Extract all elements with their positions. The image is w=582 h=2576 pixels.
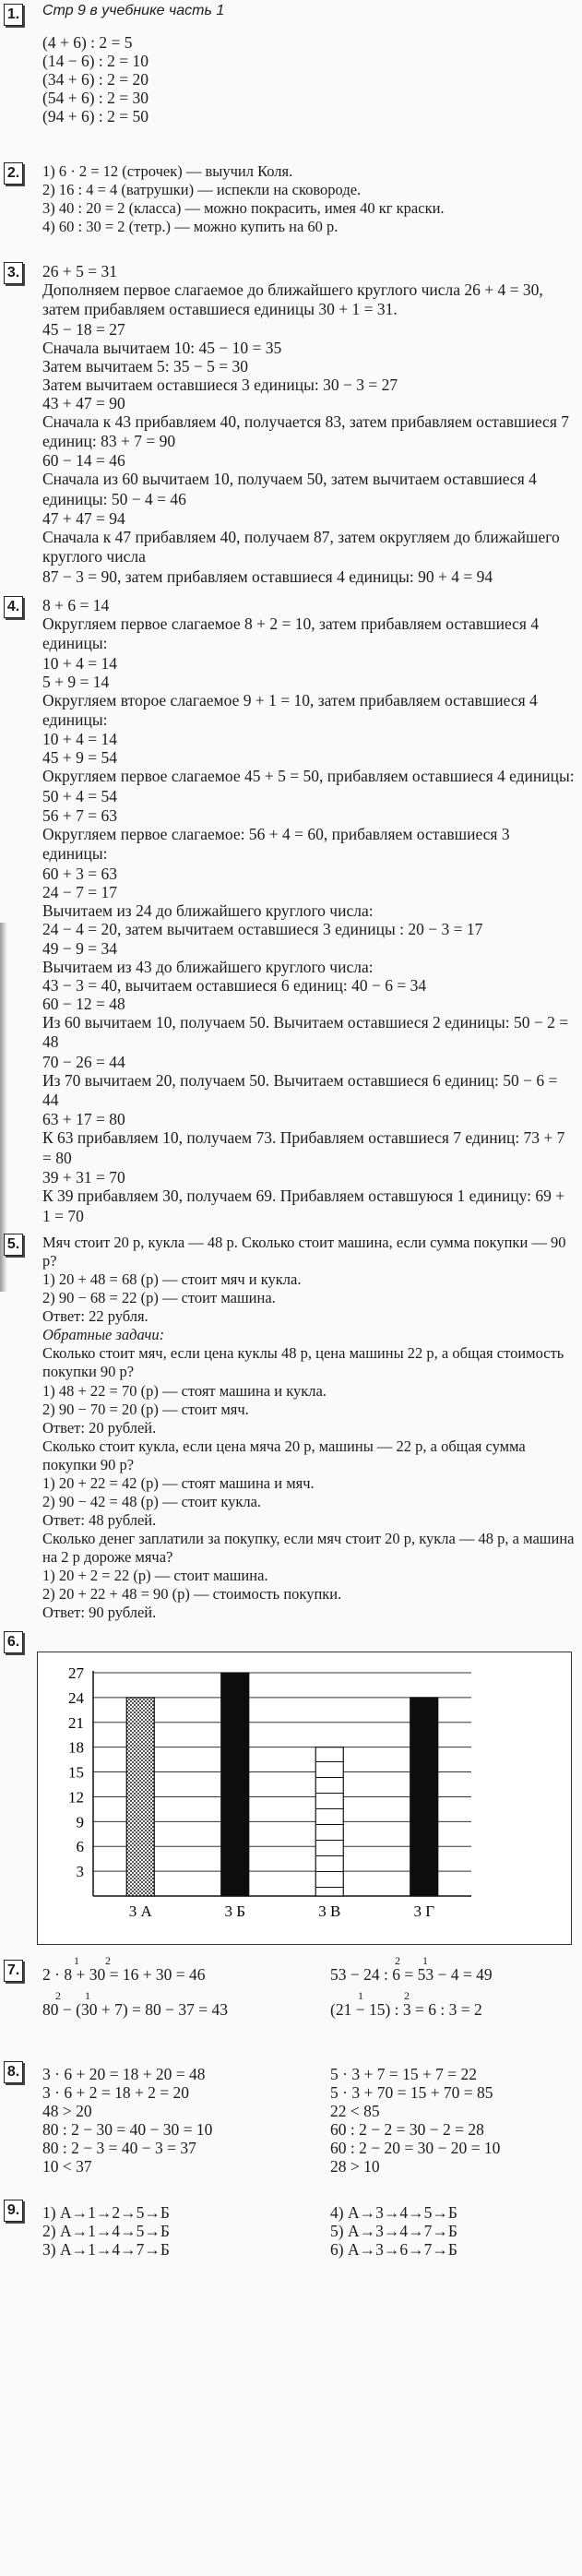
equation: 56 + 7 = 63 (42, 806, 117, 826)
explanation: Округляем первое слагаемое: 56 + 4 = 60, прибавляем оставшиеся 3 единицы: (42, 825, 510, 864)
y-tick-label: 12 (68, 1788, 84, 1807)
solution-step: 1) 20 + 2 = 22 (р) — стоит машина. (42, 1567, 268, 1584)
problem: Сколько стоит мяч, если цена куклы 48 р, цена машины 22 р, а общая стоимость покупки 90 р? (42, 1344, 564, 1381)
explanation: Округляем первое слагаемое 45 + 5 = 50, прибавляем оставшиеся 4 единицы: 50 + 4 = 54 (42, 767, 575, 805)
order-mark: 1 (74, 1954, 79, 1967)
explanation: Вычитаем из 24 до ближайшего круглого числа: (42, 900, 374, 920)
equation: 60 : 2 − 20 = 30 − 20 = 10 (330, 2139, 501, 2157)
explanation: Из 60 вычитаем 10, получаем 50. Вычитаем оставшиеся 2 единицы: 50 − 2 = 48 (42, 1013, 569, 1052)
chart-canvas (38, 1652, 571, 1944)
answer-line: 2) 16 : 4 = 4 (ватрушки) — испекли на сковороде. (42, 181, 362, 198)
explanation: Сначала к 47 прибавляем 40, получаем 87, затем округляем до ближайшего круглого числа (42, 528, 560, 566)
answer: Ответ: 22 рубля. (42, 1307, 148, 1326)
route: 4) А→3→4→5→Б (330, 2203, 457, 2222)
equation: 5 · 3 + 7 = 15 + 7 = 22 (330, 2065, 478, 2083)
y-tick-label: 27 (68, 1664, 84, 1682)
equation: 45 − 18 = 27 (42, 319, 125, 339)
equation: 60 + 3 = 63 (42, 864, 117, 883)
order-mark: 2 (404, 1989, 410, 2002)
x-tick-label: 3 Г (413, 1902, 435, 1920)
equation: 43 + 47 = 90 (42, 393, 125, 412)
equation: 8 + 6 = 14 (42, 596, 110, 614)
task-number: 9. (4, 2200, 23, 2222)
subheading: Обратные задачи: (42, 1326, 165, 1344)
explanation: Сначала к 43 прибавляем 40, получается 83, затем прибавляем оставшиеся 7 единиц: 83 + 7 = 90 (42, 411, 569, 451)
equation: (21 − 15) : 3 = 6 : 3 = 2 (330, 2000, 482, 2019)
equation: 47 + 47 = 94 (42, 509, 125, 529)
task-number: 5. (4, 1234, 23, 1256)
equation: 24 − 7 = 17 (42, 882, 117, 901)
equation: (14 − 6) : 2 = 10 (42, 52, 149, 70)
equation: 60 − 12 = 48 (42, 995, 125, 1014)
explanation: Дополняем первое слагаемое до ближайшего круглого числа 26 + 4 = 30, затем прибавляем оставшиеся единицы 30 + 1 = 31. (42, 280, 543, 319)
task-number: 1. (4, 4, 23, 26)
problem: Мяч стоит 20 р, кукла — 48 р. Сколько стоит машина, если сумма покупки — 90 р? (42, 1234, 566, 1270)
task-number: 6. (4, 1631, 23, 1653)
equation: 60 − 14 = 46 (42, 451, 125, 471)
equation: 63 + 17 = 80 (42, 1110, 125, 1129)
answer-line: 1) 6 · 2 = 12 (строчек) — выучил Коля. (42, 162, 293, 180)
solution-step: 2) 20 + 22 + 48 = 90 (р) — стоимость покупки. (42, 1585, 342, 1603)
answer: Ответ: 90 рублей. (42, 1604, 157, 1621)
y-tick-label: 18 (68, 1738, 84, 1757)
equation: 60 : 2 − 2 = 30 − 2 = 28 (330, 2120, 484, 2139)
route: 2) А→1→4→5→Б (42, 2222, 170, 2240)
y-tick-label: 15 (68, 1763, 84, 1782)
answer: Ответ: 20 рублей. (42, 1418, 157, 1437)
solution-step: 2) 90 − 70 = 20 (р) — стоит мяч. (42, 1400, 249, 1418)
equation: 49 − 9 = 34 (42, 939, 117, 959)
equation: (34 + 6) : 2 = 20 (42, 70, 149, 89)
equation: 5 · 3 + 70 = 15 + 70 = 85 (330, 2083, 493, 2102)
equation: (94 + 6) : 2 = 50 (42, 107, 149, 125)
equation: 70 − 26 = 44 (42, 1052, 125, 1071)
order-mark: 1 (422, 1954, 428, 1967)
explanation: Сначала вычитаем 10: 45 − 10 = 35 (42, 338, 282, 357)
solution-step: 1) 20 + 22 = 42 (р) — стоят машина и мяч. (42, 1473, 315, 1492)
equation: 10 + 4 = 14 (42, 730, 117, 749)
comparison: 28 > 10 (330, 2157, 380, 2176)
equation: 53 − 24 : 6 = 53 − 4 = 49 (330, 1965, 493, 1984)
bar (410, 1698, 438, 1896)
route: 3) А→1→4→7→Б (42, 2240, 170, 2259)
page-header: Стр 9 в учебнике часть 1 (42, 3, 225, 18)
explanation: Затем вычитаем оставшиеся 3 единицы: 30 − 3 = 27 (42, 375, 398, 394)
equation: 26 + 5 = 31 (42, 262, 117, 280)
order-mark: 1 (358, 1989, 363, 2002)
equation: 45 + 9 = 54 (42, 748, 117, 768)
order-mark: 2 (105, 1954, 111, 1967)
equation: 80 − (30 + 7) = 80 − 37 = 43 (42, 2000, 229, 2019)
y-tick-label: 3 (76, 1863, 84, 1881)
explanation: Округляем первое слагаемое 8 + 2 = 10, затем прибавляем оставшиеся 4 единицы: (42, 614, 540, 653)
bar (315, 1747, 343, 1896)
answer-line: 4) 60 : 30 = 2 (тетр.) — можно купить на 60 р. (42, 218, 339, 235)
equation: 80 : 2 − 3 = 40 − 3 = 37 (42, 2139, 196, 2157)
route: 6) А→3→6→7→Б (330, 2240, 457, 2259)
bar-chart (37, 1652, 572, 1945)
order-mark: 2 (395, 1954, 400, 1967)
equation: 80 : 2 − 30 = 40 − 30 = 10 (42, 2120, 213, 2139)
solution-step: 1) 20 + 48 = 68 (р) — стоит мяч и кукла. (42, 1270, 302, 1289)
y-tick-label: 9 (76, 1813, 84, 1831)
equation: (54 + 6) : 2 = 30 (42, 89, 149, 107)
explanation: К 63 прибавляем 10, получаем 73. Прибавляем оставшиеся 7 единиц: 73 + 7 = 80 (42, 1128, 565, 1167)
equation: 3 · 6 + 20 = 18 + 20 = 48 (42, 2065, 206, 2083)
explanation: Затем вычитаем 5: 35 − 5 = 30 (42, 356, 248, 376)
explanation: К 39 прибавляем 30, получаем 69. Прибавляем оставшуюся 1 единицу: 69 + 1 = 70 (42, 1187, 565, 1225)
task-number: 8. (4, 2061, 23, 2083)
equation: 39 + 31 = 70 (42, 1168, 125, 1187)
route: 1) А→1→2→5→Б (42, 2203, 170, 2222)
y-tick-label: 21 (68, 1713, 84, 1732)
answer-line: 3) 40 : 20 = 2 (класса) — можно покрасить, имея 40 кг краски. (42, 199, 445, 217)
x-tick-label: 3 Б (224, 1902, 246, 1920)
task-number: 3. (4, 262, 23, 284)
problem: Сколько стоит кукла, если цена мяча 20 р, машины — 22 р, а общая сумма покупки 90 р? (42, 1437, 526, 1473)
equation: 5 + 9 = 14 (42, 672, 110, 691)
route: 5) А→3→4→7→Б (330, 2222, 457, 2240)
equation: 2 · 8 + 30 = 16 + 30 = 46 (42, 1965, 206, 1984)
equation: (4 + 6) : 2 = 5 (42, 33, 133, 52)
answer: Ответ: 48 рублей. (42, 1510, 157, 1529)
solution-step: 2) 90 − 42 = 48 (р) — стоит кукла. (42, 1492, 262, 1510)
comparison: 10 < 37 (42, 2157, 92, 2176)
explanation: 87 − 3 = 90, затем прибавляем оставшиеся 4 единицы: 90 + 4 = 94 (42, 566, 493, 586)
task-number: 4. (4, 596, 23, 618)
comparison: 48 > 20 (42, 2102, 92, 2120)
x-tick-label: 3 В (318, 1902, 341, 1920)
y-tick-label: 24 (68, 1688, 84, 1707)
solution-step: 1) 48 + 22 = 70 (р) — стоят машина и кукла. (42, 1381, 327, 1400)
explanation: Сначала из 60 вычитаем 10, получаем 50, затем вычитаем оставшиеся 4 единицы: 50 − 4 = 46 (42, 470, 537, 508)
x-tick-label: 3 А (128, 1902, 152, 1920)
task-number: 2. (4, 162, 23, 185)
task-number: 7. (4, 1960, 23, 1982)
problem: Сколько денег заплатили за покупку, если мяч стоит 20 р, кукла — 48 р, а машина на 2 р дороже мяча? (42, 1529, 575, 1566)
equation: 3 · 6 + 2 = 18 + 2 = 20 (42, 2083, 190, 2102)
equation: 10 + 4 = 14 (42, 653, 117, 673)
y-tick-label: 6 (76, 1838, 84, 1856)
explanation: Из 70 вычитаем 20, получаем 50. Вычитаем оставшиеся 6 единиц: 50 − 6 = 44 (42, 1070, 558, 1110)
comparison: 22 < 85 (330, 2102, 380, 2120)
explanation: Округляем второе слагаемое 9 + 1 = 10, затем прибавляем оставшиеся 4 единицы: (42, 690, 538, 730)
explanation: 24 − 4 = 20, затем вычитаем оставшиеся 3 единицы : 20 − 3 = 17 (42, 919, 483, 938)
explanation: 43 − 3 = 40, вычитаем оставшиеся 6 единиц: 40 − 6 = 34 (42, 976, 427, 996)
order-mark: 2 (55, 1989, 61, 2002)
solution-step: 2) 90 − 68 = 22 (р) — стоит машина. (42, 1289, 276, 1307)
bar (126, 1698, 154, 1896)
explanation: Вычитаем из 43 до ближайшего круглого числа: (42, 958, 374, 977)
order-mark: 1 (85, 1989, 90, 2002)
bar (221, 1673, 249, 1896)
